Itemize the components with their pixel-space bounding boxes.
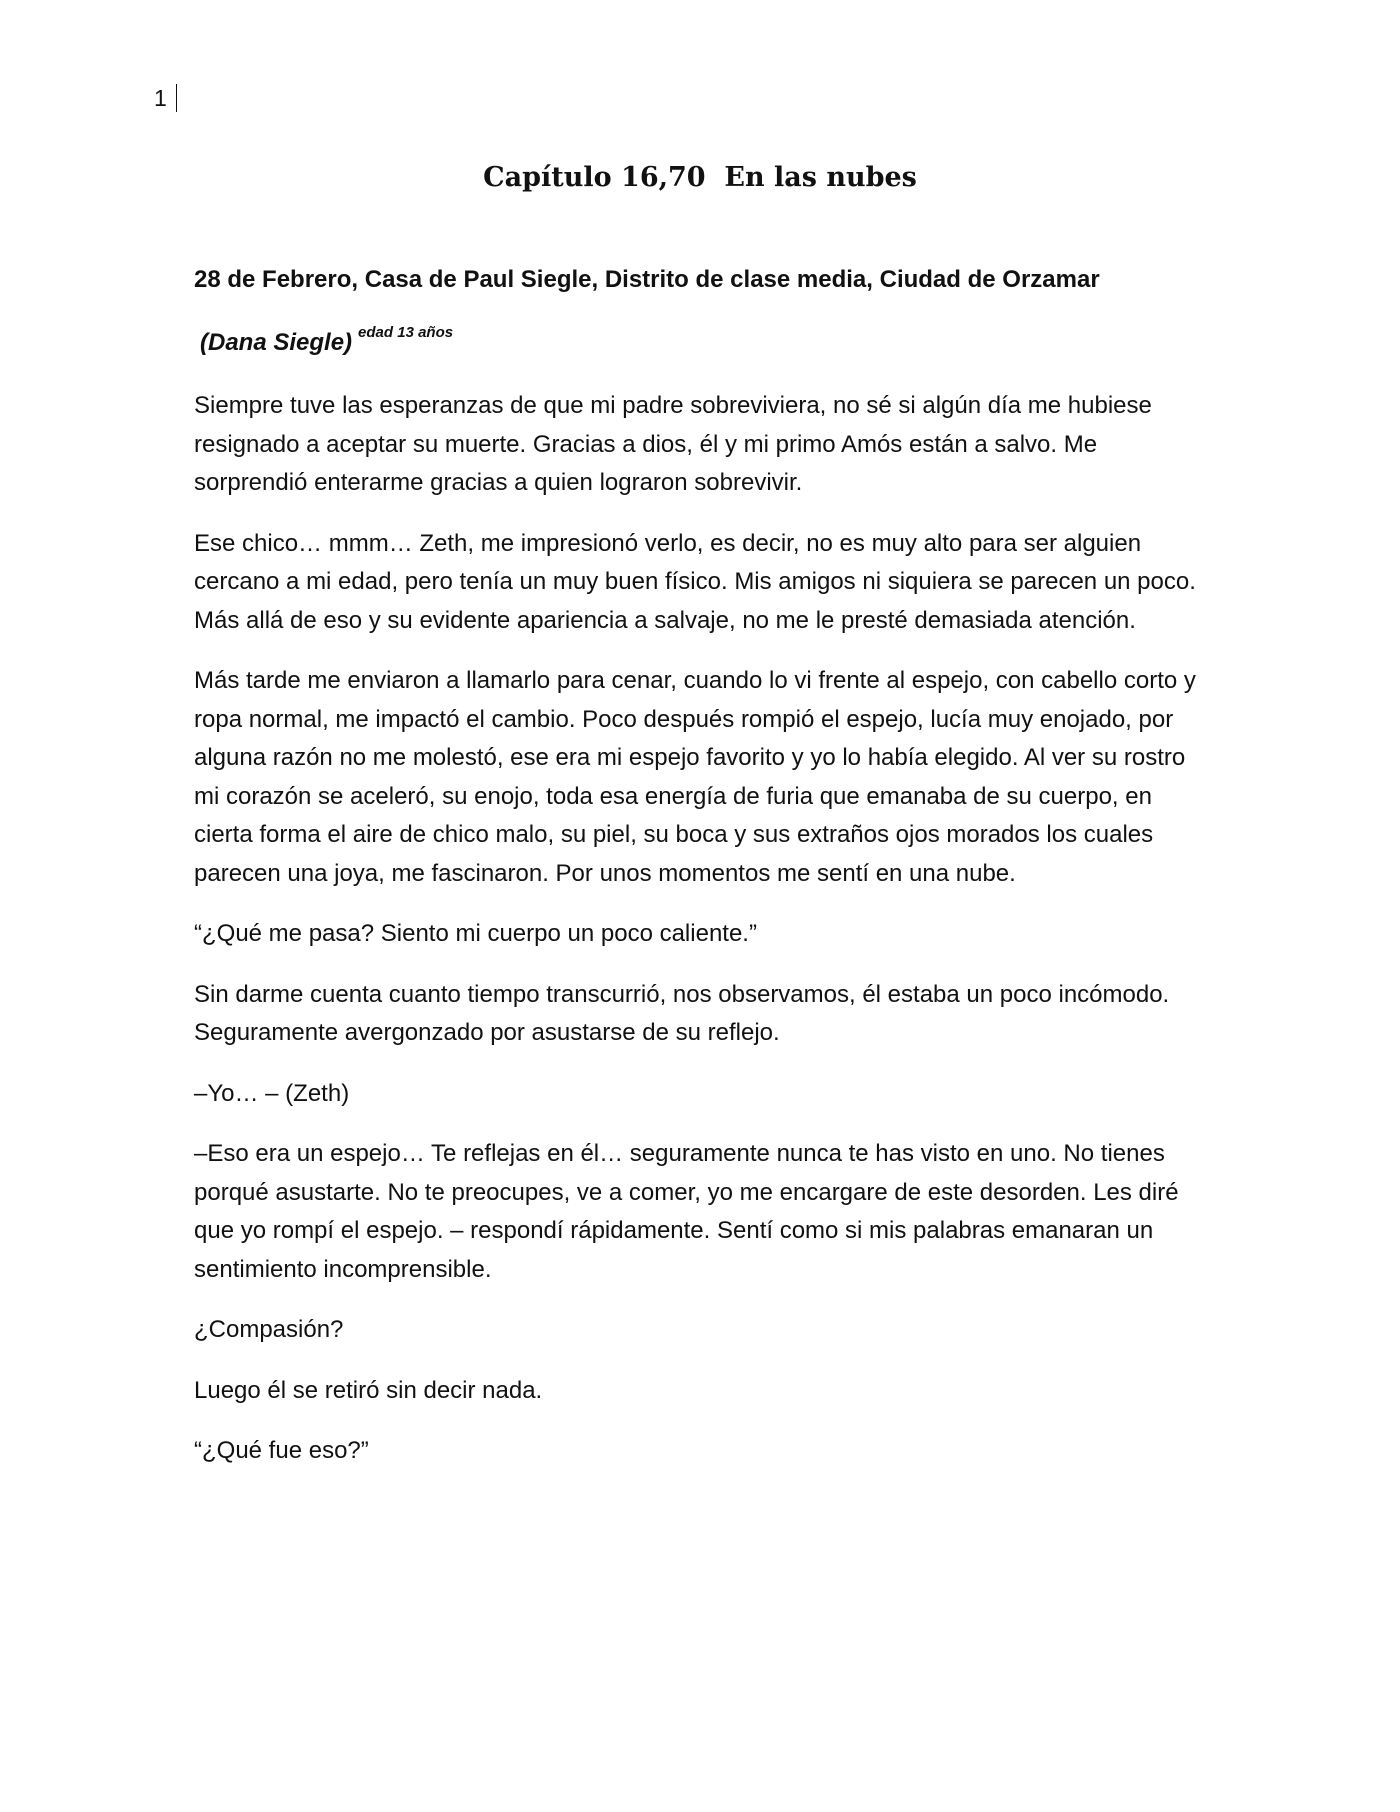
paragraph: –Yo… – (Zeth) bbox=[194, 1079, 350, 1107]
chapter-title: Capítulo 16,70 En las nubes bbox=[483, 162, 917, 193]
paragraph: Ese chico… mmm… Zeth, me impresionó verlo, es decir, no es muy alto para ser alguien cercano a mi edad, pero tenía un muy buen físico. Mis amigos ni siquiera se parecen un poco. Más allá de eso y su evidente apariencia a salvaje, no me le presté demasiada atención. bbox=[194, 529, 1196, 634]
paragraph: –Eso era un espejo… Te reflejas en él… seguramente nunca te has visto en uno. No tienes porqué asustarte. No te preocupes, ve a comer, yo me encargare de este desorden. Les diré que yo rompí el espejo. – respondí rápidamente. Sentí como si mis palabras emanaran un sentimiento incomprensible. bbox=[194, 1140, 1179, 1283]
speaker-name: (Dana Siegle) bbox=[200, 329, 353, 356]
location-heading: 28 de Febrero, Casa de Paul Siegle, Distrito de clase media, Ciudad de Orzamar bbox=[194, 266, 1100, 293]
speaker-age: edad 13 años bbox=[358, 324, 454, 341]
paragraph: Más tarde me enviaron a llamarlo para cenar, cuando lo vi frente al espejo, con cabello corto y ropa normal, me impactó el cambio. Poco después rompió el espejo, lucía muy enojado, por alguna razón no me molestó, ese era mi espejo favorito y yo lo había elegido. Al ver su rostro mi corazón se aceleró, su enojo, toda esa energía de furia que emanaba de su cuerpo, en cierta forma el aire de chico malo, su piel, su boca y sus extraños ojos morados los cuales parecen una joya, me fascinaron. Por unos momentos me sentí en una nube. bbox=[194, 667, 1196, 887]
paragraph: Sin darme cuenta cuanto tiempo transcurrió, nos observamos, él estaba un poco incómodo. Seguramente avergonzado por asustarse de su reflejo. bbox=[194, 980, 1170, 1046]
paragraph: Siempre tuve las esperanzas de que mi padre sobreviviera, no sé si algún día me hubiese resignado a aceptar su muerte. Gracias a dios, él y mi primo Amós están a salvo. Me sorprendió enterarme gracias a quien lograron sobrevivir. bbox=[194, 392, 1152, 496]
page-number: 1 bbox=[154, 84, 177, 112]
paragraph: ¿Compasión? bbox=[194, 1316, 344, 1343]
paragraph: “¿Qué me pasa? Siento mi cuerpo un poco caliente.” bbox=[194, 920, 757, 947]
speaker-line bbox=[200, 315, 1214, 361]
paragraph: “¿Qué fue eso?” bbox=[194, 1437, 369, 1464]
document-body bbox=[194, 262, 1214, 1493]
paragraph: Luego él se retiró sin decir nada. bbox=[194, 1376, 543, 1404]
